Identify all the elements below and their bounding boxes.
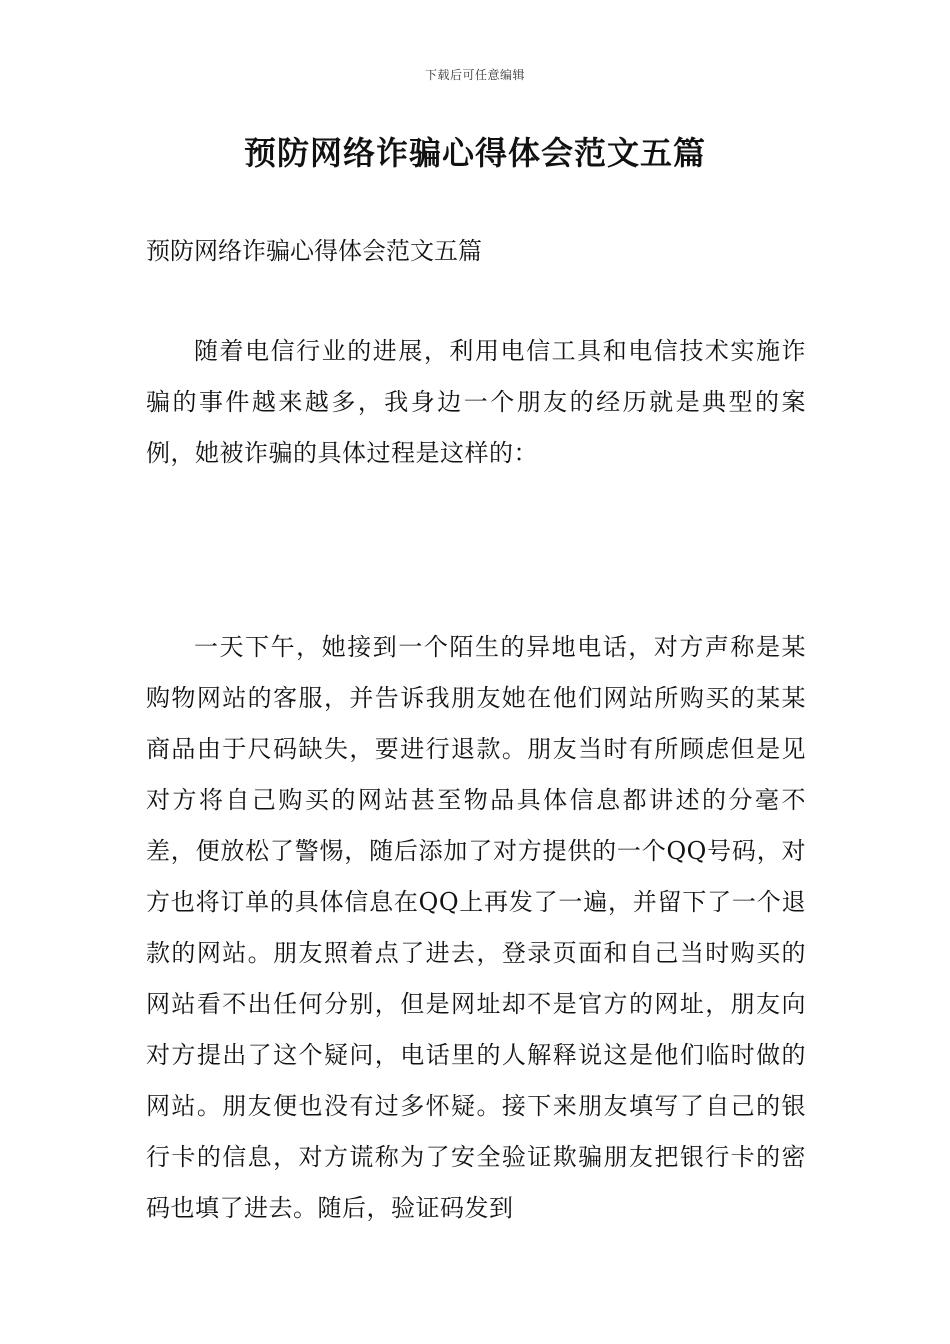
paragraph-story: 一天下午，她接到一个陌生的异地电话，对方声称是某购物网站的客服，并告诉我朋友她在他们网站所购买的某某商品由于尺码缺失，要进行退款。朋友当时有所顾虑但是见对方将自己购买的网站甚至物品具体信息都讲述的分毫不差，便放松了警惕，随后添加了对方提供的一个QQ号码，对方也将订单的具体信息在QQ上再发了一遍，并留下了一个退款的网站。朋友照着点了进去，登录页面和自己当时购买的网站看不出任何分别，但是网址却不是官方的网址，朋友向对方提出了这个疑问，电话里的人解释说这是他们临时做的网站。朋友便也没有过多怀疑。接下来朋友填写了自己的银行卡的信息，对方谎称为了安全验证欺骗朋友把银行卡的密码也填了进去。随后，验证码发到 — [146, 633, 806, 1222]
document-subtitle: 预防网络诈骗心得体会范文五篇 — [146, 237, 482, 265]
header-note: 下载后可任意编辑 — [424, 68, 525, 82]
paragraph-intro: 随着电信行业的进展，利用电信工具和电信技术实施诈骗的事件越来越多，我身边一个朋友的经历就是典型的案例，她被诈骗的具体过程是这样的： — [146, 337, 806, 467]
document-title: 预防网络诈骗心得体会范文五篇 — [243, 134, 706, 172]
